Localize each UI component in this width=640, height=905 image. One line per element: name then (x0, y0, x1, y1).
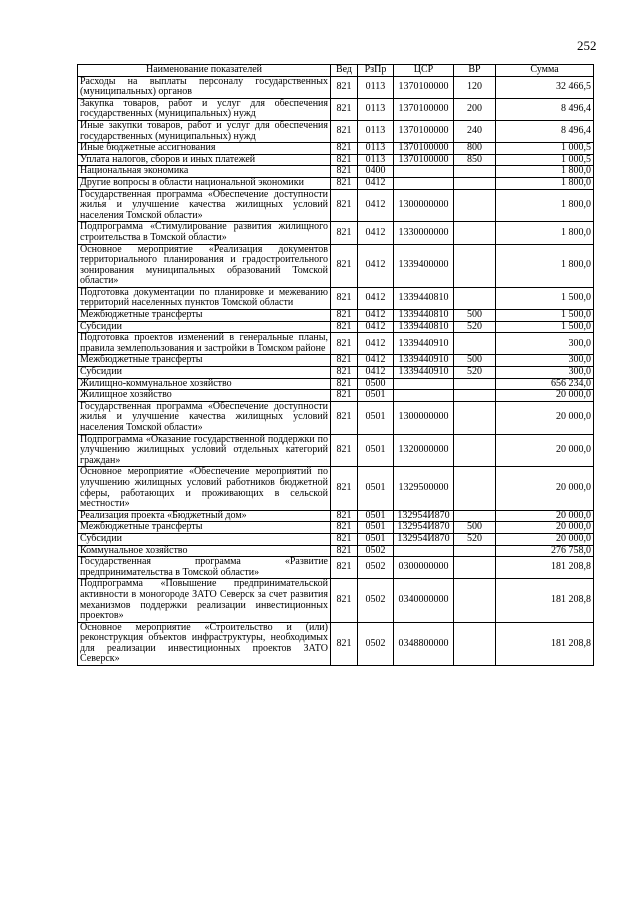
table-row (78, 76, 594, 98)
header-csr: ЦСР (394, 65, 454, 77)
row-ved: 821 (331, 222, 358, 244)
row-name: Жилищно-коммунальное хозяйство (78, 378, 331, 390)
row-vr: 520 (454, 533, 496, 545)
row-name: Субсидии (78, 321, 331, 333)
row-csr: 1339440910 (394, 355, 454, 367)
table-row (78, 434, 594, 467)
row-ved: 821 (331, 120, 358, 142)
table-row (78, 244, 594, 287)
table-row (78, 390, 594, 402)
table-row (78, 522, 594, 534)
table-row (78, 177, 594, 189)
table-header-row (78, 65, 594, 77)
row-ved: 821 (331, 510, 358, 522)
row-csr: 1300000000 (394, 189, 454, 222)
row-rzpr: 0113 (358, 120, 394, 142)
row-sum: 1 800,0 (496, 189, 594, 222)
table-row (78, 189, 594, 222)
row-vr (454, 545, 496, 557)
row-vr (454, 622, 496, 665)
row-csr: 0300000000 (394, 557, 454, 579)
row-csr: 1339440910 (394, 333, 454, 355)
row-rzpr: 0501 (358, 390, 394, 402)
row-ved: 821 (331, 154, 358, 166)
row-ved: 821 (331, 545, 358, 557)
row-sum: 20 000,0 (496, 434, 594, 467)
row-vr (454, 579, 496, 622)
row-sum: 20 000,0 (496, 401, 594, 434)
row-name: Подпрограмма «Оказание государственной поддержки по улучшению жилищных условий отдельных категорий граждан» (78, 434, 331, 467)
row-rzpr: 0113 (358, 76, 394, 98)
row-rzpr: 0502 (358, 557, 394, 579)
row-rzpr: 0502 (358, 545, 394, 557)
table-row (78, 622, 594, 665)
row-csr: 1339440910 (394, 367, 454, 379)
row-csr: 1370100000 (394, 98, 454, 120)
row-vr: 800 (454, 143, 496, 155)
page-number: 252 (577, 38, 597, 53)
row-name: Субсидии (78, 533, 331, 545)
row-rzpr: 0501 (358, 467, 394, 510)
row-sum: 1 500,0 (496, 287, 594, 309)
row-sum: 8 496,4 (496, 120, 594, 142)
row-name: Коммунальное хозяйство (78, 545, 331, 557)
row-name: Другие вопросы в области национальной экономики (78, 177, 331, 189)
row-vr (454, 333, 496, 355)
row-ved: 821 (331, 390, 358, 402)
table-row (78, 510, 594, 522)
row-vr (454, 189, 496, 222)
row-rzpr: 0412 (358, 355, 394, 367)
row-sum: 20 000,0 (496, 522, 594, 534)
row-name: Основное мероприятие «Реализация документов территориального планирования и градостроительного зонирования муниципальных образований Томской области» (78, 244, 331, 287)
table-row (78, 378, 594, 390)
row-vr: 500 (454, 310, 496, 322)
row-rzpr: 0501 (358, 522, 394, 534)
row-csr: 1339440810 (394, 287, 454, 309)
table-row (78, 143, 594, 155)
row-csr (394, 545, 454, 557)
row-ved: 821 (331, 533, 358, 545)
row-csr: 1370100000 (394, 143, 454, 155)
row-sum: 1 800,0 (496, 244, 594, 287)
row-ved: 821 (331, 310, 358, 322)
row-rzpr: 0412 (358, 244, 394, 287)
row-sum: 276 758,0 (496, 545, 594, 557)
row-ved: 821 (331, 177, 358, 189)
row-ved: 821 (331, 367, 358, 379)
row-rzpr: 0501 (358, 510, 394, 522)
row-name: Подпрограмма «Повышение предпринимательской активности в моногороде ЗАТО Северск за счет развития механизмов поддержки реализации инвестиционных проектов» (78, 579, 331, 622)
row-vr (454, 557, 496, 579)
row-rzpr: 0502 (358, 622, 394, 665)
row-vr (454, 378, 496, 390)
row-ved: 821 (331, 622, 358, 665)
row-csr: 132954И870 (394, 522, 454, 534)
row-sum: 1 800,0 (496, 177, 594, 189)
row-ved: 821 (331, 143, 358, 155)
row-sum: 20 000,0 (496, 533, 594, 545)
row-sum: 1 800,0 (496, 222, 594, 244)
row-name: Межбюджетные трансферты (78, 310, 331, 322)
row-name: Иные бюджетные ассигнования (78, 143, 331, 155)
row-vr (454, 390, 496, 402)
row-vr: 120 (454, 76, 496, 98)
row-csr: 1370100000 (394, 120, 454, 142)
row-ved: 821 (331, 378, 358, 390)
row-vr (454, 510, 496, 522)
row-vr: 240 (454, 120, 496, 142)
header-sum: Сумма (496, 65, 594, 77)
table-row (78, 401, 594, 434)
row-name: Жилищное хозяйство (78, 390, 331, 402)
table-row (78, 367, 594, 379)
row-ved: 821 (331, 557, 358, 579)
row-ved: 821 (331, 355, 358, 367)
row-sum: 32 466,5 (496, 76, 594, 98)
table-row (78, 222, 594, 244)
row-name: Государственная программа «Обеспечение доступности жилья и улучшение качества жилищных условий населения Томской области» (78, 401, 331, 434)
row-sum: 1 000,5 (496, 154, 594, 166)
row-rzpr: 0412 (358, 333, 394, 355)
row-name: Подготовка проектов изменений в генеральные планы, правила землепользования и застройки в Томском районе (78, 333, 331, 355)
row-vr (454, 166, 496, 178)
row-vr: 500 (454, 355, 496, 367)
row-sum: 300,0 (496, 333, 594, 355)
row-sum: 1 500,0 (496, 321, 594, 333)
table-row (78, 579, 594, 622)
row-csr: 1339400000 (394, 244, 454, 287)
row-rzpr: 0501 (358, 434, 394, 467)
row-sum: 181 208,8 (496, 557, 594, 579)
row-name: Подпрограмма «Стимулирование развития жилищного строительства в Томской области» (78, 222, 331, 244)
row-name: Расходы на выплаты персоналу государственных (муниципальных) органов (78, 76, 331, 98)
row-sum: 20 000,0 (496, 467, 594, 510)
row-csr: 1330000000 (394, 222, 454, 244)
row-vr (454, 287, 496, 309)
row-vr: 500 (454, 522, 496, 534)
row-sum: 300,0 (496, 367, 594, 379)
row-rzpr: 0113 (358, 98, 394, 120)
row-csr (394, 390, 454, 402)
row-sum: 656 234,0 (496, 378, 594, 390)
row-vr: 850 (454, 154, 496, 166)
row-vr (454, 177, 496, 189)
row-vr: 200 (454, 98, 496, 120)
table-row (78, 120, 594, 142)
row-csr: 1339440810 (394, 321, 454, 333)
row-ved: 821 (331, 76, 358, 98)
row-rzpr: 0500 (358, 378, 394, 390)
table-row (78, 98, 594, 120)
row-rzpr: 0113 (358, 143, 394, 155)
row-name: Реализация проекта «Бюджетный дом» (78, 510, 331, 522)
row-sum: 20 000,0 (496, 510, 594, 522)
row-ved: 821 (331, 166, 358, 178)
row-vr (454, 401, 496, 434)
row-vr (454, 222, 496, 244)
row-rzpr: 0501 (358, 401, 394, 434)
table-row (78, 287, 594, 309)
row-sum: 20 000,0 (496, 390, 594, 402)
row-sum: 8 496,4 (496, 98, 594, 120)
row-rzpr: 0502 (358, 579, 394, 622)
row-rzpr: 0501 (358, 533, 394, 545)
row-csr (394, 166, 454, 178)
row-sum: 181 208,8 (496, 579, 594, 622)
header-rzpr: РзПр (358, 65, 394, 77)
table-row (78, 154, 594, 166)
table-row (78, 533, 594, 545)
row-sum: 300,0 (496, 355, 594, 367)
table-row (78, 166, 594, 178)
row-csr: 1320000000 (394, 434, 454, 467)
row-csr: 132954И870 (394, 533, 454, 545)
row-rzpr: 0412 (358, 310, 394, 322)
row-vr (454, 244, 496, 287)
row-ved: 821 (331, 467, 358, 510)
row-sum: 181 208,8 (496, 622, 594, 665)
budget-table (77, 64, 594, 666)
row-rzpr: 0412 (358, 177, 394, 189)
row-csr: 1329500000 (394, 467, 454, 510)
row-name: Иные закупки товаров, работ и услуг для обеспечения государственных (муниципальных) нужд (78, 120, 331, 142)
row-ved: 821 (331, 333, 358, 355)
row-name: Субсидии (78, 367, 331, 379)
row-rzpr: 0113 (358, 154, 394, 166)
row-name: Межбюджетные трансферты (78, 522, 331, 534)
row-csr: 1300000000 (394, 401, 454, 434)
row-name: Закупка товаров, работ и услуг для обеспечения государственных (муниципальных) нужд (78, 98, 331, 120)
row-name: Государственная программа «Развитие предпринимательства в Томской области» (78, 557, 331, 579)
row-rzpr: 0412 (358, 287, 394, 309)
row-name: Национальная экономика (78, 166, 331, 178)
row-name: Государственная программа «Обеспечение доступности жилья и улучшение качества жилищных условий населения Томской области» (78, 189, 331, 222)
row-rzpr: 0412 (358, 189, 394, 222)
row-ved: 821 (331, 321, 358, 333)
table-row (78, 557, 594, 579)
table-row (78, 310, 594, 322)
row-name: Подготовка документации по планировке и межеванию территорий населенных пунктов Томской области (78, 287, 331, 309)
row-ved: 821 (331, 98, 358, 120)
row-csr (394, 378, 454, 390)
row-sum: 1 800,0 (496, 166, 594, 178)
row-ved: 821 (331, 522, 358, 534)
row-vr: 520 (454, 321, 496, 333)
row-ved: 821 (331, 401, 358, 434)
row-ved: 821 (331, 434, 358, 467)
row-rzpr: 0400 (358, 166, 394, 178)
header-vr: ВР (454, 65, 496, 77)
table-row (78, 467, 594, 510)
row-rzpr: 0412 (358, 367, 394, 379)
row-csr: 0340000000 (394, 579, 454, 622)
row-csr (394, 177, 454, 189)
table-row (78, 333, 594, 355)
row-sum: 1 000,5 (496, 143, 594, 155)
row-name: Межбюджетные трансферты (78, 355, 331, 367)
row-ved: 821 (331, 244, 358, 287)
row-csr: 1339440810 (394, 310, 454, 322)
table-row (78, 321, 594, 333)
row-name: Основное мероприятие «Строительство и (или) реконструкция объектов инфраструктуры, необходимых для реализации инвестиционных проектов ЗАТО Северск» (78, 622, 331, 665)
row-csr: 1370100000 (394, 76, 454, 98)
row-vr: 520 (454, 367, 496, 379)
table-row (78, 355, 594, 367)
row-csr: 1370100000 (394, 154, 454, 166)
row-csr: 0348800000 (394, 622, 454, 665)
row-csr: 132954И870 (394, 510, 454, 522)
row-ved: 821 (331, 579, 358, 622)
header-name: Наименование показателей (78, 65, 331, 77)
header-ved: Вед (331, 65, 358, 77)
row-ved: 821 (331, 287, 358, 309)
row-name: Основное мероприятие «Обеспечение мероприятий по улучшению жилищных условий работников бюджетной сферы, работающих и проживающих в сельской местности» (78, 467, 331, 510)
row-sum: 1 500,0 (496, 310, 594, 322)
row-rzpr: 0412 (358, 321, 394, 333)
row-rzpr: 0412 (358, 222, 394, 244)
row-name: Уплата налогов, сборов и иных платежей (78, 154, 331, 166)
row-vr (454, 434, 496, 467)
row-vr (454, 467, 496, 510)
table-row (78, 545, 594, 557)
row-ved: 821 (331, 189, 358, 222)
